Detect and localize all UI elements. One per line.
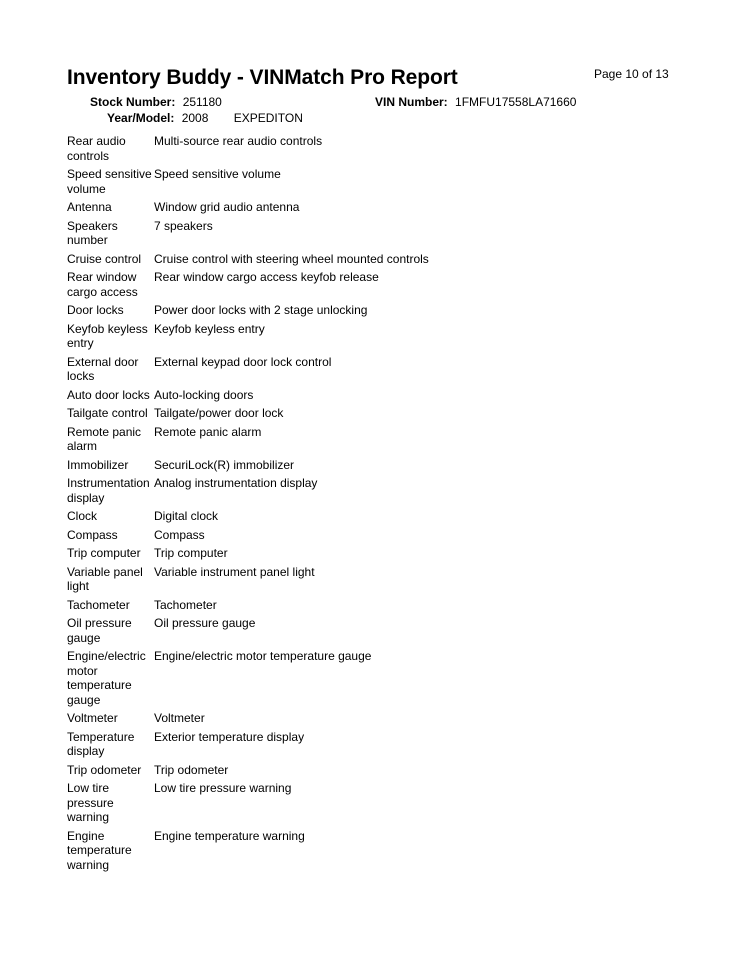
row-label: Compass xyxy=(67,527,118,542)
row-value: Power door locks with 2 stage unlocking xyxy=(154,303,368,317)
row-label: Speed sensitive volume xyxy=(67,167,152,196)
report-title: Inventory Buddy - VINMatch Pro Report xyxy=(67,66,458,89)
table-row xyxy=(67,546,429,561)
year-model-label: Year/Model: xyxy=(107,111,175,125)
row-value: Remote panic alarm xyxy=(154,424,262,439)
table-row xyxy=(67,565,429,594)
row-label: Trip odometer xyxy=(67,762,142,777)
table-row xyxy=(67,649,429,707)
row-value: Keyfob keyless entry xyxy=(154,321,265,336)
row-label: Engine/electric motor temperature gauge xyxy=(67,649,146,707)
row-value: Variable instrument panel light xyxy=(154,564,315,579)
table-row xyxy=(67,252,429,267)
row-label: Low tire pressure warning xyxy=(67,781,114,824)
table-row xyxy=(67,781,429,825)
row-value: Rear window cargo access keyfob release xyxy=(154,270,379,284)
table-row xyxy=(67,476,429,505)
row-value: Tachometer xyxy=(154,597,217,612)
row-label: Voltmeter xyxy=(67,711,118,725)
row-value: Voltmeter xyxy=(154,711,205,725)
row-label: Cruise control xyxy=(67,251,142,266)
row-value: Exterior temperature display xyxy=(154,729,305,744)
row-label: Trip computer xyxy=(67,546,141,560)
feature-list xyxy=(67,134,429,876)
year-model xyxy=(107,111,303,125)
row-label: Remote panic alarm xyxy=(67,424,142,453)
row-value: Cruise control with steering wheel mounted controls xyxy=(154,251,429,266)
vin-number xyxy=(375,95,576,109)
row-value: Multi-source rear audio controls xyxy=(154,134,323,148)
row-label: Auto door locks xyxy=(67,387,150,402)
row-value: Digital clock xyxy=(154,509,219,523)
table-row xyxy=(67,730,429,759)
row-value: Compass xyxy=(154,527,205,542)
row-label: Tachometer xyxy=(67,597,130,612)
page-number: Page 10 of 13 xyxy=(594,67,669,81)
table-row xyxy=(67,134,429,163)
row-value: Tailgate/power door lock xyxy=(154,406,284,420)
row-label: Clock xyxy=(67,509,98,523)
row-value: 7 speakers xyxy=(154,218,213,233)
row-label: Immobilizer xyxy=(67,457,129,472)
table-row xyxy=(67,219,429,248)
row-value: External keypad door lock control xyxy=(154,354,332,369)
row-label: Speakers number xyxy=(67,218,118,247)
row-label: Rear window cargo access xyxy=(67,270,138,299)
row-value: Low tire pressure warning xyxy=(154,781,292,795)
table-row xyxy=(67,322,429,351)
row-label: External door locks xyxy=(67,354,139,383)
row-value: Engine temperature warning xyxy=(154,828,305,843)
row-value: Trip odometer xyxy=(154,762,229,777)
stock-number-label: Stock Number: xyxy=(90,95,176,109)
table-row xyxy=(67,829,429,873)
row-label: Variable panel light xyxy=(67,564,143,593)
table-row xyxy=(67,528,429,543)
table-row xyxy=(67,388,429,403)
table-row xyxy=(67,200,429,215)
row-value: SecuriLock(R) immobilizer xyxy=(154,457,295,472)
table-row xyxy=(67,458,429,473)
table-row xyxy=(67,616,429,645)
table-row xyxy=(67,355,429,384)
row-label: Keyfob keyless entry xyxy=(67,321,148,350)
table-row xyxy=(67,167,429,196)
vin-number-label: VIN Number: xyxy=(375,95,448,109)
table-row xyxy=(67,425,429,454)
row-value: Engine/electric motor temperature gauge xyxy=(154,649,372,663)
row-value: Auto-locking doors xyxy=(154,387,254,402)
table-row xyxy=(67,598,429,613)
table-row xyxy=(67,509,429,524)
row-value: Speed sensitive volume xyxy=(154,167,281,181)
stock-number xyxy=(90,95,222,109)
row-value: Window grid audio antenna xyxy=(154,200,300,214)
row-value: Oil pressure gauge xyxy=(154,616,256,630)
row-label: Door locks xyxy=(67,303,124,317)
table-row xyxy=(67,303,429,318)
row-label: Temperature display xyxy=(67,729,135,758)
vin-number-value: 1FMFU17558LA71660 xyxy=(455,95,577,109)
row-label: Antenna xyxy=(67,200,112,214)
table-row xyxy=(67,711,429,726)
table-row xyxy=(67,763,429,778)
table-row xyxy=(67,270,429,299)
row-label: Oil pressure gauge xyxy=(67,616,132,645)
row-value: Trip computer xyxy=(154,546,228,560)
row-label: Instrumentation display xyxy=(67,476,150,505)
row-label: Tailgate control xyxy=(67,406,148,420)
stock-number-value: 251180 xyxy=(182,95,222,109)
year-value: 2008 xyxy=(181,111,209,125)
row-label: Rear audio controls xyxy=(67,134,126,163)
model-value: EXPEDITON xyxy=(233,111,303,125)
row-value: Analog instrumentation display xyxy=(154,476,318,490)
table-row xyxy=(67,406,429,421)
row-label: Engine temperature warning xyxy=(67,828,132,872)
